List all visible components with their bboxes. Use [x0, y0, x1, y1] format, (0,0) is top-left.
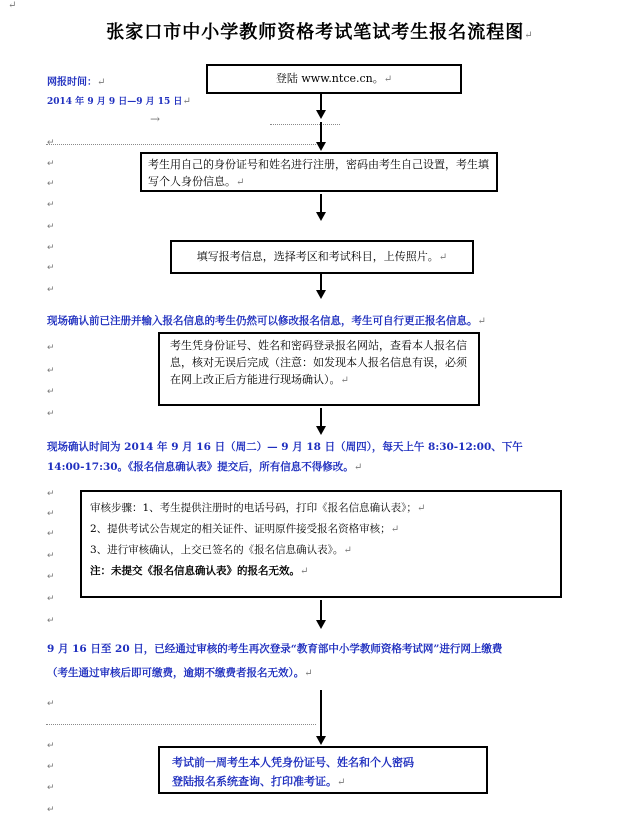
confirm-time-note-line2: 14:00-17:30。《报名信息确认表》提交后，所有信息不得修改。↵	[47, 461, 363, 473]
fill-info-step-box: 填写报考信息，选择考区和考试科目，上传照片。↵	[170, 240, 474, 274]
dotted-separator	[270, 124, 340, 125]
left-mark: ↵	[47, 550, 55, 560]
small-arrow-icon: →	[150, 112, 161, 126]
left-mark: ↵	[47, 740, 55, 750]
title-text: 张家口市中小学教师资格考试笔试考生报名流程图	[106, 22, 525, 43]
page-title	[0, 18, 640, 44]
left-mark: ↵	[47, 571, 55, 581]
left-mark: ↵	[47, 137, 55, 147]
left-mark: ↵	[47, 284, 55, 294]
title-paragraph-mark: ↵	[524, 30, 534, 41]
print-ticket-step-box	[158, 746, 488, 794]
left-mark: ↵	[47, 342, 55, 352]
left-mark: ↵	[47, 761, 55, 771]
confirm-time-note-line1: 现场确认时间为 2014 年 9 月 16 日（周二）— 9 月 18 日（周四），每天上午 8:30-12:00、下午	[47, 441, 523, 453]
left-mark: ↵	[47, 386, 55, 396]
arrow-down-icon	[316, 212, 326, 221]
left-mark: ↵	[47, 593, 55, 603]
dotted-separator	[46, 144, 316, 145]
left-mark: ↵	[47, 178, 55, 188]
registration-time-range: 2014 年 9 月 9 日—9 月 15 日↵	[47, 96, 191, 107]
payment-note-line2: （考生通过审核后即可缴费，逾期不缴费者报名无效）。↵	[47, 667, 313, 679]
arrow-down-icon	[316, 620, 326, 629]
left-mark: ↵	[47, 262, 55, 272]
left-mark: ↵	[47, 508, 55, 518]
audit-step-3: 3、进行审核确认，上交已签名的《报名信息确认表》。↵	[90, 544, 352, 556]
connector-line	[320, 92, 322, 110]
connector-line	[320, 712, 322, 738]
print-ticket-line1: 考试前一周考生本人凭身份证号、姓名和个人密码	[172, 756, 414, 769]
left-mark: ↵	[47, 804, 55, 814]
print-ticket-line2: 登陆报名系统查询、打印准考证。↵	[172, 775, 346, 788]
modify-info-note: 现场确认前已注册并输入报名信息的考生仍然可以修改报名信息，考生可自行更正报名信息。↵	[47, 315, 486, 327]
login-step-box: 登陆 www.ntce.cn。↵	[206, 64, 462, 94]
audit-step-2: 2、提供考试公告规定的相关证件、证明原件接受报名资格审核；↵	[90, 523, 400, 535]
payment-note-line1: 9 月 16 日至 20 日，已经通过审核的考生再次登录“教育部中小学教师资格考试网”进行网上缴费	[47, 643, 503, 655]
verify-info-step-box: 考生凭身份证号、姓名和密码登录报名网站，查看本人报名信息，核对无误后完成（注意：如发现本人报名信息有误，必须在网上改正后方能进行现场确认）。↵	[158, 332, 480, 406]
left-mark: ↵	[47, 365, 55, 375]
audit-step-1: 审核步骤：1、考生提供注册时的电话号码，打印《报名信息确认表》；↵	[90, 502, 426, 514]
arrow-down-icon	[316, 426, 326, 435]
left-mark: ↵	[47, 221, 55, 231]
arrow-down-icon	[316, 110, 326, 119]
connector-line	[320, 600, 322, 620]
arrow-down-icon	[316, 142, 326, 151]
left-mark: ↵	[47, 528, 55, 538]
connector-line	[320, 122, 322, 142]
arrow-down-icon	[316, 290, 326, 299]
dotted-separator	[46, 724, 316, 725]
left-mark: ↵	[47, 698, 55, 708]
left-mark: ↵	[47, 782, 55, 792]
arrow-down-icon	[316, 736, 326, 745]
left-mark: ↵	[47, 615, 55, 625]
registration-time-label: 网报时间：↵	[47, 77, 106, 88]
left-mark: ↵	[47, 488, 55, 498]
connector-line	[320, 272, 322, 290]
audit-note: 注：未提交《报名信息确认表》的报名无效。↵	[90, 565, 309, 577]
left-mark: ↵	[47, 242, 55, 252]
left-mark: ↵	[47, 158, 55, 168]
register-step-box: 考生用自己的身份证号和姓名进行注册，密码由考生自己设置，考生填写个人身份信息。↵	[140, 152, 498, 192]
connector-line	[320, 408, 322, 426]
connector-line	[320, 194, 322, 212]
left-mark: ↵	[47, 408, 55, 418]
top-paragraph-mark: ↵	[8, 0, 17, 11]
connector-line	[320, 690, 322, 712]
left-mark: ↵	[47, 199, 55, 209]
audit-steps-box	[80, 490, 562, 598]
